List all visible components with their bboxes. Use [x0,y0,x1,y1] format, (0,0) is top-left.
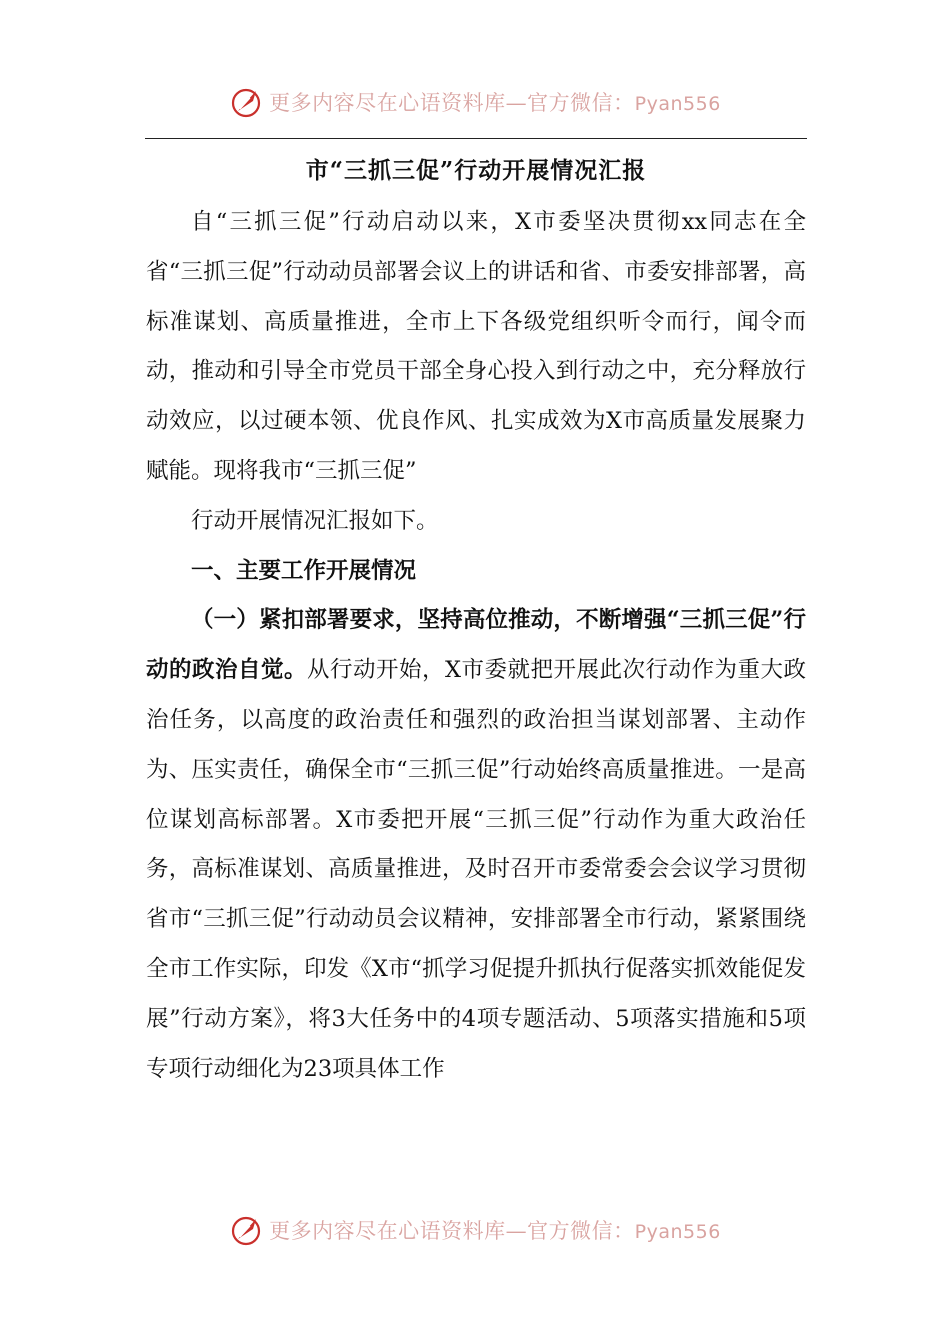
document-title: 市“三抓三促”行动开展情况汇报 [305,157,647,184]
watermark-text: 更多内容尽在心语资料库—官方微信：Pyan556 [269,91,721,115]
paragraph-intro: 自“三抓三促”行动启动以来，X市委坚决贯彻xx同志在全省“三抓三促”行动动员部署会议上的讲话和省、市委安排部署，高标准谋划、高质量推进，全市上下各级党组织听令而行，闻令而动，推动和引导全市党员干部全身心投入到行动之中，充分释放行动效应，以过硬本领、优良作风、扎实成效为X市高质量发展聚力赋能。现将我市“三抓三促” [146,209,806,484]
paragraph-intro-end: 行动开展情况汇报如下。 [191,507,439,534]
subsection-body: 从行动开始，X市委就把开展此次行动作为重大政治任务，以高度的政治责任和强烈的政治担当谋划部署、主动作为、压实责任，确保全市“三抓三促”行动始终高质量推进。一是高位谋划高标部署。X市委把开展“三抓三促”行动作为重大政治任务，高标准谋划、高质量推进，及时召开市委常委会会议学习贯彻省市“三抓三促”行动动员会议精神，安排部署全市行动，紧紧围绕全市工作实际，印发《X市“抓学习促提升抓执行促落实抓效能促发展”行动方案》，将3大任务中的4项专题活动、5项落实措施和5项专项行动细化为23项具体工作 [146,657,806,1082]
section-heading-1: 一、主要工作开展情况 [191,557,417,584]
watermark-text: 更多内容尽在心语资料库—官方微信：Pyan556 [269,1219,721,1243]
quill-logo-icon [229,1213,263,1247]
document-body [146,198,806,1094]
subsection-lead: （一）紧扣部署要求，坚持高位推动，不断增强“三抓三促”行动的政治自觉。 [146,607,806,684]
header-watermark [0,82,950,122]
header-divider [145,138,807,139]
quill-logo-icon [229,85,263,119]
footer-watermark [0,1210,950,1250]
paragraph-section-1-1 [146,596,806,1094]
